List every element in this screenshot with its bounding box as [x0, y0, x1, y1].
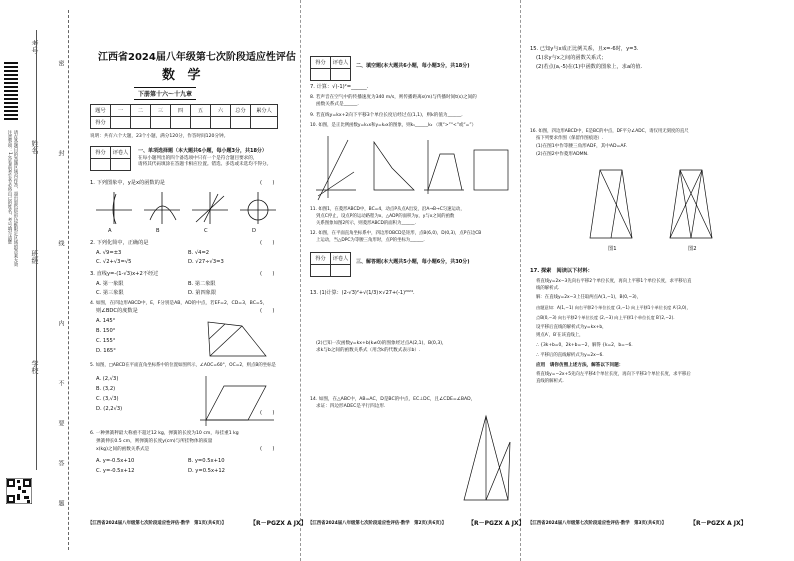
- q2-option[interactable]: B. √4=2: [188, 250, 210, 256]
- q3-option[interactable]: B. 第二象限: [188, 281, 216, 287]
- q6-option[interactable]: B. y=0.5x+10: [188, 458, 225, 464]
- score-header: 二: [131, 105, 151, 117]
- q17-app-heading: 应用 请你仿照上述方法，解答以下问题：: [536, 363, 624, 368]
- question-13b: (2)已知一次函数y=kx+b(k≠0)的图象经过点A(2,1)，B(0,3)，: [316, 341, 447, 346]
- q17-line: 将直线y=2x−3先向右平移2个单位长度，再向上平移1个单位长度，求平移后直: [536, 279, 692, 284]
- page-footer: 【江西省2024届八年级第七次阶段适应性评估·数学 第2页(共6页)】: [308, 521, 447, 526]
- section-3-title: 三、解答题(本大题共5小题，每小题6分，共30分): [356, 259, 470, 265]
- q2-option[interactable]: C. √2+√3=√5: [96, 259, 132, 265]
- section-1-title: 一、单项选择题（本大题共6小题，每小题3分，共18分）: [138, 148, 267, 154]
- seal-char: 要: [57, 420, 64, 426]
- score-cell[interactable]: [131, 117, 151, 129]
- q5-option[interactable]: B. (3,2): [96, 386, 116, 392]
- page-code: 【R－PGZX A JX】: [468, 520, 525, 527]
- score-header: 五: [191, 105, 211, 117]
- seal-char: 封: [57, 150, 64, 156]
- answer-area[interactable]: [530, 74, 730, 126]
- q1-option[interactable]: B: [156, 228, 160, 234]
- answer-area[interactable]: [310, 300, 510, 336]
- q14-figure: [456, 412, 516, 508]
- q2-option[interactable]: D. √27÷√3=3: [188, 259, 224, 265]
- score-row-label: 得分: [91, 117, 111, 129]
- question-12-cont: 上运动，当△DPC为等腰三角形时，点P的坐标为______.: [316, 238, 425, 243]
- q16-figures: [586, 162, 736, 246]
- question-15b: (2)若点(a,-5)在(1)中函数的图象上，求a的值.: [536, 64, 643, 70]
- grader-box: [90, 146, 131, 171]
- column-divider: [520, 0, 521, 561]
- seal-char: 线: [57, 240, 64, 246]
- score-cell[interactable]: [171, 117, 191, 129]
- q5-option[interactable]: D. (2,2√3): [96, 406, 123, 412]
- score-cell[interactable]: [191, 117, 211, 129]
- seal-char: 答: [57, 460, 64, 466]
- q6-option[interactable]: C. y=-0.5x+12: [96, 468, 135, 474]
- question-14-cont: 求证：四边形ADEC是平行四边形.: [316, 404, 386, 409]
- column-divider: [300, 0, 301, 561]
- question-14: 14. 如图，在△ABC中，AB=AC，D是BC的中点，EC⊥DC，且∠CDE=∠BAD，: [310, 397, 476, 402]
- page-footer: 【江西省2024届八年级第七次阶段适应性评估·数学 第3页(共6页)】: [528, 521, 667, 526]
- exam-title: 江西省2024届八年级第七次阶段适应性评估: [98, 52, 296, 63]
- q1-option[interactable]: D: [252, 228, 256, 234]
- grader-label: 得分: [91, 147, 111, 159]
- question-17: 17. 探索 阅读以下材料：: [530, 268, 593, 274]
- fill-line: [36, 30, 37, 470]
- grader-cell[interactable]: [91, 159, 111, 171]
- score-cell[interactable]: [231, 117, 251, 129]
- answer-area[interactable]: [310, 356, 510, 392]
- q17-line: 设平移后直线的解析式为y=kx+b，: [536, 325, 607, 330]
- grader-label: 评卷人: [331, 57, 351, 69]
- q17-line: 则点A′，B′在该直线上，: [536, 333, 584, 338]
- question-13b-cont: 求k与b之间的函数关系式（用含k的代数式表示b）.: [316, 348, 421, 353]
- q4-option[interactable]: C. 155°: [96, 338, 116, 344]
- q3-option[interactable]: A. 第一象限: [96, 281, 124, 287]
- exam-info: 说明：共有六个大题，23个小题，满分120分，作答时间120分钟。: [90, 134, 229, 139]
- question-9: 9. 若直线y=kx+2向下平移3个单位长度后经过点(1,1)，则k的值为______.: [310, 113, 463, 118]
- notice-line-1: 请在各题目的答题区域内作答，超出黑色矩形边框限定区域的答案无效: [13, 130, 18, 267]
- score-cell[interactable]: [111, 117, 131, 129]
- question-16a: (1)在图1中作等腰三角形ADF，其中AD=AF.: [536, 144, 627, 149]
- q4-figure: [202, 316, 272, 360]
- answer-bracket[interactable]: ( ): [260, 271, 275, 277]
- seal-char: 题: [57, 500, 64, 506]
- score-header: 六: [211, 105, 231, 117]
- q5-option[interactable]: A. (2,√3): [96, 376, 119, 382]
- question-15a: (1)求y与x之间的函数关系式；: [536, 55, 607, 61]
- question-8-cont: 函数关系式是______.: [316, 102, 359, 107]
- score-header: 一: [111, 105, 131, 117]
- q4-option[interactable]: D. 165°: [96, 348, 116, 354]
- q17-task-cont: 直线的解析式.: [536, 379, 564, 384]
- grader-cell[interactable]: [311, 265, 331, 277]
- score-header: 累分人: [251, 105, 278, 117]
- score-table: [90, 104, 278, 129]
- question-16: 16. 如图，四边形ABCD中，E是BC的中点，DF平分∠ADC，请仅用无刻度的直尺: [530, 129, 689, 134]
- score-cell[interactable]: [151, 117, 171, 129]
- answer-bracket[interactable]: ( ): [260, 180, 275, 186]
- grader-label: 得分: [311, 253, 331, 265]
- question-5: 5. 如图，□ABCD在平面直角坐标系中的位置如图所示，∠AOC=60°，OC=2，则点B的坐标是: [90, 363, 276, 368]
- seal-char: 密: [57, 60, 64, 66]
- page-code: 【R－PGZX A JX】: [690, 520, 747, 527]
- score-header: 四: [171, 105, 191, 117]
- score-cell[interactable]: [251, 117, 278, 129]
- scope-banner: 下册第十六～十九章: [134, 87, 196, 100]
- question-16b: (2)在图2中作菱形ADMN.: [536, 152, 589, 157]
- question-15: 15. 已知y与x成正比例关系，且x=-6时，y=3.: [530, 46, 639, 52]
- seal-char: 内: [57, 320, 64, 326]
- grader-cell[interactable]: [331, 265, 351, 277]
- page-code: 【R－PGZX A JX】: [250, 520, 307, 527]
- q4-option[interactable]: A. 145°: [96, 318, 116, 324]
- question-4-cont: 则∠BDC的度数是: [96, 308, 138, 314]
- q17-line: 线的解析式.: [536, 286, 560, 291]
- answer-bracket[interactable]: ( ): [260, 446, 275, 452]
- question-11: 11. 如图1，在菱形ABCD中，BC=4，动点P从点A出发，沿A→B→C匀速运动，: [310, 207, 465, 212]
- q17-line: 解：在直线y=2x−3上任取两点A(1,−1)，B(0,−3)，: [536, 295, 642, 300]
- grader-label: 评卷人: [331, 253, 351, 265]
- question-6: 6. 一种弹簧秤最大称重不超过12 kg，弹簧的长度为10 cm，每挂重1 kg: [90, 431, 239, 436]
- question-12: 12. 如图，在平面直角坐标系中，四边形OBCD是矩形，点B(6,0)，D(0,3)，点P在边CB: [310, 231, 482, 236]
- barcode: [4, 60, 18, 120]
- q4-option[interactable]: B. 150°: [96, 328, 116, 334]
- score-header: 题号: [91, 105, 111, 117]
- question-11-cont: 关系图象如图2所示，则菱形ABCD的面积为______.: [316, 221, 416, 226]
- figure-label: 图2: [688, 246, 697, 252]
- grader-label: 评卷人: [111, 147, 131, 159]
- page-1: [84, 0, 307, 561]
- answer-bracket[interactable]: ( ): [260, 240, 275, 246]
- label-class: 班级: [31, 250, 39, 264]
- q1-option[interactable]: C: [204, 228, 208, 234]
- question-13: 13. (1)计算：(2-√3)²+√(1/3)×√27+(-1)²⁰²⁴.: [310, 290, 415, 296]
- notice-line-2: 注意事项：1.答卷前考生务必将自己的姓名、考号填写清楚: [7, 130, 12, 245]
- figure-label: 图1: [608, 246, 617, 252]
- label-exam-no: 考号: [31, 40, 39, 54]
- q1-option[interactable]: A: [108, 228, 112, 234]
- score-header: 总分: [231, 105, 251, 117]
- seal-char: 不: [57, 380, 64, 386]
- seal-line: [68, 10, 69, 550]
- q3-option[interactable]: D. 第四象限: [188, 290, 217, 296]
- section-1-desc: 请将其代码填涂在答题卡相应位置。错选、多选或未选均不得分。: [138, 162, 272, 167]
- question-8: 8. 若声音在空气中的传播速度为340 m/s，则传播距离s(m)与传播时间t(s)之间的: [310, 95, 477, 100]
- q3-option[interactable]: C. 第三象限: [96, 290, 124, 296]
- q5-figure: [194, 372, 278, 428]
- answer-bracket[interactable]: ( ): [260, 410, 275, 416]
- q17-line: ∴ 平移后的直线解析式为y=2x−6.: [536, 353, 604, 358]
- answer-bracket[interactable]: ( ): [260, 308, 275, 314]
- answer-area[interactable]: [530, 388, 730, 508]
- question-16-cont: 按下列要求作图（保留作图痕迹）.: [536, 136, 604, 141]
- grader-box: [310, 252, 351, 277]
- question-11-cont: 到点C停止，设点P的运动路程为x，△ADP的面积为y，y与x之间的函数: [316, 214, 455, 219]
- grader-cell[interactable]: [311, 69, 331, 81]
- q17-line: 由题意知：A(1,−1) 向右平移2个单位长度 (3,−1) 向上平移1个单位长度 A′(3,0)，: [536, 305, 691, 310]
- q2-option[interactable]: A. √9=±3: [96, 250, 122, 256]
- score-cell[interactable]: [211, 117, 231, 129]
- q6-option[interactable]: D. y=0.5x+12: [188, 468, 225, 474]
- question-2: 2. 下列化简中，正确的是: [90, 240, 149, 246]
- question-1: 1. 下列图象中，y是x的函数的是: [90, 180, 165, 186]
- question-10: 10. 如图，是正比例函数y=k₁x和y=k₂x的图象，则k₁______k₂ （填“>”“<”或“=”）: [310, 123, 477, 128]
- page-footer: 【江西省2024届八年级第七次阶段适应性评估·数学 第1页(共6页)】: [88, 521, 227, 526]
- subject-title: 数 学: [162, 68, 205, 83]
- label-school: 学校: [31, 360, 39, 374]
- question-3: 3. 直线y=-(1-√3)x+2不经过: [90, 271, 159, 277]
- q5-option[interactable]: C. (3,√3): [96, 396, 119, 402]
- q6-option[interactable]: A. y=-0.5x+10: [96, 458, 135, 464]
- score-header: 三: [151, 105, 171, 117]
- binding-strip: [0, 0, 80, 561]
- q1-graphs: [92, 190, 282, 228]
- grader-label: 得分: [311, 57, 331, 69]
- qr-code-icon: [6, 478, 32, 504]
- q17-line: ∴ {3k+b=0，2k+b=−2，解得 {k=2，b=−6.: [536, 343, 633, 348]
- question-6-cont: x(kg)之间的函数关系式是: [96, 447, 150, 452]
- label-name: 姓名: [31, 140, 39, 154]
- question-6-cont: 弹簧伸长0.5 cm，则弹簧的长度y(cm)与所挂物体的质量: [96, 439, 213, 444]
- section-2-title: 二、填空题(本大题共6小题，每小题3分，共18分): [356, 63, 470, 69]
- page-2: [306, 0, 525, 561]
- question-7: 7. 计算：√(-1)²=______.: [310, 84, 369, 90]
- q17-line: 点B(0,−3) 向右平移2个单位长度 (2,−3) 向上平移1个单位长度 B′(2,−2).: [536, 315, 675, 320]
- grader-cell[interactable]: [111, 159, 131, 171]
- q17-task: 将直线y=−2x+5先向左平移4个单位长度，再向下平移3个单位长度，求平移后: [536, 372, 691, 377]
- question-4: 4. 如图，在四边形ABCD中，E，F分别是AB，AD的中点，若EF=2，CD=3，BC=5，: [90, 301, 268, 306]
- q10-q11-figures: [314, 132, 514, 202]
- grader-cell[interactable]: [331, 69, 351, 81]
- grader-box: [310, 56, 351, 81]
- section-1-desc: 在每小题列出的四个备选项中只有一个是符合题目要求的，: [138, 156, 258, 161]
- page-3: [526, 0, 747, 561]
